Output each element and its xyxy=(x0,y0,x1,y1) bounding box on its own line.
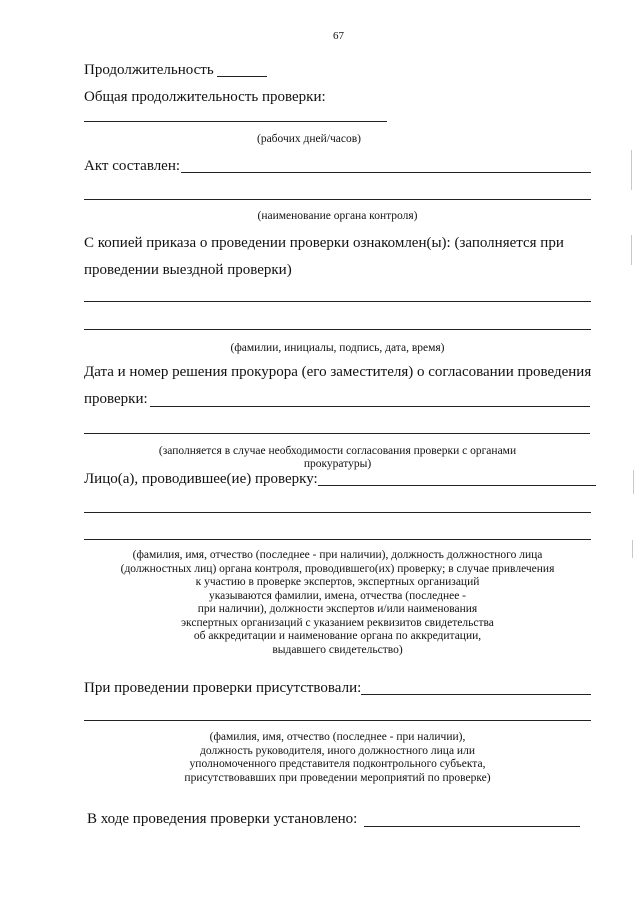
act-field-line-2 xyxy=(84,199,591,200)
inspector-note xyxy=(84,549,591,657)
scan-artifact xyxy=(631,235,632,265)
findings-label: В ходе проведения проверки установлено: xyxy=(87,811,358,827)
inspector-field-line-2 xyxy=(84,512,591,513)
present-note-line: должность руководителя, иного должностного лица или xyxy=(200,744,475,757)
inspector-note-line: выдавшего свидетельство) xyxy=(272,643,403,656)
duration-label: Продолжительность xyxy=(84,62,214,78)
prosecutor-field-line-1 xyxy=(150,406,590,407)
present-note-line: уполномоченного представителя подконтрольного субъекта, xyxy=(189,758,486,770)
present-label: При проведении проверки присутствовали: xyxy=(84,680,362,696)
order-text-line-1: С копией приказа о проведении проверки ознакомлен(ы): (заполняется при xyxy=(84,235,564,251)
present-note-line: присутствовавших при проведении мероприятий по проверке) xyxy=(184,771,491,784)
inspector-note-line: указываются фамилии, имена, отчества (последнее - xyxy=(208,589,467,602)
inspector-field-line-1 xyxy=(318,485,596,486)
total-duration-label: Общая продолжительность проверки: xyxy=(84,89,326,105)
page-number: 67 xyxy=(333,30,344,42)
inspector-note-line: (фамилия, имя, отчество (последнее - при наличии), должность должностного лица xyxy=(132,549,543,561)
prosecutor-text-line-1: Дата и номер решения прокурора (его заместителя) о согласовании проведения xyxy=(84,364,592,380)
inspector-note-line: к участию в проверке экспертов, экспертных организаций xyxy=(195,576,480,588)
inspector-note-line: экспертных организаций с указанием реквизитов свидетельства xyxy=(181,616,494,629)
duration-field-line xyxy=(217,76,267,77)
prosecutor-note-line-1: (заполняется в случае необходимости согласования проверки с органами xyxy=(158,445,517,457)
order-field-line-2 xyxy=(84,329,591,330)
scan-artifact xyxy=(632,540,633,558)
order-field-line-1 xyxy=(84,301,591,302)
present-note xyxy=(84,731,591,785)
prosecutor-text-line-2: проверки: xyxy=(84,391,148,407)
inspector-note-line: об аккредитации и наименование органа по аккредитации, xyxy=(193,630,482,642)
prosecutor-field-line-2 xyxy=(84,433,590,434)
inspector-label: Лицо(а), проводившее(ие) проверку: xyxy=(84,471,318,487)
scan-artifact xyxy=(631,150,632,190)
present-field-line-1 xyxy=(361,694,591,695)
findings-field-line xyxy=(364,826,580,827)
act-field-line-1 xyxy=(181,172,591,173)
act-label: Акт составлен: xyxy=(84,158,181,174)
inspector-note-line: при наличии), должности экспертов и/или наименования xyxy=(197,603,478,615)
scan-artifact xyxy=(633,470,634,494)
act-note: (наименование органа контроля) xyxy=(257,210,418,222)
total-duration-field-line xyxy=(84,121,387,122)
order-note: (фамилии, инициалы, подпись, дата, время) xyxy=(230,342,445,354)
prosecutor-note-line-2: прокуратуры) xyxy=(303,458,372,470)
inspector-field-line-3 xyxy=(84,539,591,540)
present-note-line: (фамилия, имя, отчество (последнее - при наличии), xyxy=(209,731,466,743)
inspector-note-line: (должностных лиц) органа контроля, проводившего(их) проверку; в случае привлечения xyxy=(120,562,555,575)
present-field-line-2 xyxy=(84,720,591,721)
duration-note: (рабочих дней/часов) xyxy=(256,133,361,145)
order-text-line-2: проведении выездной проверки) xyxy=(84,262,292,278)
